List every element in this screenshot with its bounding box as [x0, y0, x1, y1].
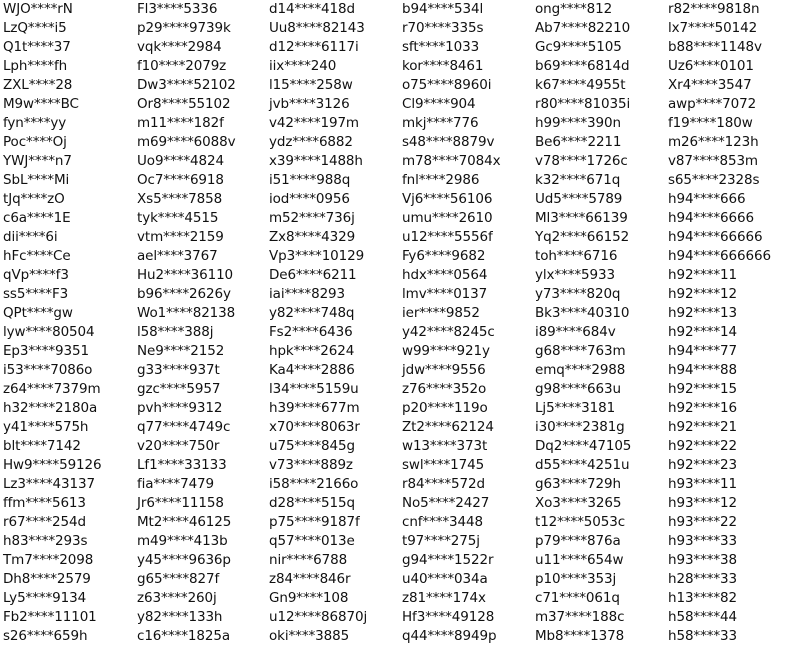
masked-account-code: Gn9****108 — [269, 590, 349, 606]
masked-account-code: h94****77 — [668, 343, 738, 359]
masked-account-code: Mb8****1378 — [535, 628, 625, 644]
masked-account-code: Uu8****82143 — [269, 20, 365, 36]
masked-account-code: h92****15 — [668, 381, 738, 397]
masked-account-code: h92****12 — [668, 286, 738, 302]
masked-account-code: m49****413b — [137, 533, 228, 549]
masked-account-code: r80****81035i — [535, 96, 631, 112]
masked-account-code: h93****38 — [668, 552, 738, 568]
masked-account-code: ss5****F3 — [3, 286, 69, 302]
masked-account-code: dii****6i — [3, 229, 58, 245]
masked-account-code: Hw9****59126 — [3, 457, 102, 473]
masked-account-code: Dq2****47105 — [535, 438, 632, 454]
masked-account-code: m78****7084x — [402, 153, 501, 169]
masked-account-code: Ab7****82210 — [535, 20, 631, 36]
masked-account-code: Ne9****2152 — [137, 343, 225, 359]
masked-account-code: h39****677m — [269, 400, 360, 416]
masked-account-code: ier****9852 — [402, 305, 480, 321]
masked-account-code: h92****13 — [668, 305, 738, 321]
masked-account-code: ffm****5613 — [3, 495, 86, 511]
masked-account-code: tyk****4515 — [137, 210, 219, 226]
masked-account-code: mkj****776 — [402, 115, 479, 131]
masked-account-code: i89****684v — [535, 324, 616, 340]
masked-account-code: Fl3****5336 — [137, 1, 218, 17]
masked-account-code: M9w****BC — [3, 96, 79, 112]
masked-account-code: ylx****5933 — [535, 267, 615, 283]
masked-account-code: Hu2****36110 — [137, 267, 234, 283]
masked-account-code: p20****119o — [402, 400, 488, 416]
masked-account-code: vqk****2984 — [137, 39, 222, 55]
masked-account-code: h92****23 — [668, 457, 738, 473]
masked-account-code: c16****1825a — [137, 628, 231, 644]
masked-account-code: kor****8461 — [402, 58, 484, 74]
masked-account-code: v20****750r — [137, 438, 220, 454]
masked-account-code: Q1t****37 — [3, 39, 71, 55]
masked-account-code: Lz3****43137 — [3, 476, 95, 492]
masked-account-code: d28****515q — [269, 495, 355, 511]
masked-account-code: s48****8879v — [402, 134, 495, 150]
masked-account-code: Zx8****4329 — [269, 229, 356, 245]
masked-account-code: ZXL****28 — [3, 77, 73, 93]
masked-account-code: v42****197m — [269, 115, 359, 131]
masked-account-code: q44****8949p — [402, 628, 497, 644]
masked-account-code: u40****034a — [402, 571, 488, 587]
masked-account-code: hdx****0564 — [402, 267, 488, 283]
masked-account-code: b88****1148v — [668, 39, 762, 55]
masked-account-code: No5****2427 — [402, 495, 490, 511]
masked-account-code: Dh8****2579 — [3, 571, 91, 587]
masked-account-code: Fy6****9682 — [402, 248, 486, 264]
masked-account-code: d12****6117i — [269, 39, 359, 55]
masked-account-code: h92****21 — [668, 419, 738, 435]
masked-account-code: h28****33 — [668, 571, 738, 587]
masked-account-code: fnl****2986 — [402, 172, 480, 188]
masked-account-code: f19****180w — [668, 115, 753, 131]
masked-account-code: h58****33 — [668, 628, 738, 644]
masked-account-code: h94****6666 — [668, 210, 754, 226]
masked-account-code: Be6****2211 — [535, 134, 622, 150]
masked-account-code: h94****88 — [668, 362, 738, 378]
masked-account-code: d14****418d — [269, 1, 355, 17]
masked-account-code: x70****8063r — [269, 419, 360, 435]
masked-account-code: g94****1522r — [402, 552, 494, 568]
masked-account-code: iai****8293 — [269, 286, 346, 302]
masked-account-code: s65****2328s — [668, 172, 760, 188]
masked-account-code: Jr6****11158 — [137, 495, 224, 511]
masked-account-code: u75****845g — [269, 438, 355, 454]
masked-account-code: h94****666666 — [668, 248, 771, 264]
masked-account-code: t12****5053c — [535, 514, 626, 530]
masked-account-code: m26****123h — [668, 134, 759, 150]
masked-account-code: vtm****2159 — [137, 229, 224, 245]
masked-account-code: y41****575h — [3, 419, 89, 435]
masked-account-code: o75****8960i — [402, 77, 492, 93]
masked-account-code: f10****2079z — [137, 58, 227, 74]
masked-account-code: b96****2626y — [137, 286, 231, 302]
masked-account-code: g98****663u — [535, 381, 621, 397]
masked-account-code: sft****1033 — [402, 39, 480, 55]
masked-account-code: hFc****Ce — [3, 248, 71, 264]
masked-account-code: Fb2****11101 — [3, 609, 97, 625]
masked-account-code: SbL****Mi — [3, 172, 70, 188]
masked-account-code: Ud5****5789 — [535, 191, 623, 207]
masked-account-code: toh****6716 — [535, 248, 618, 264]
masked-account-code: Gc9****5105 — [535, 39, 622, 55]
masked-account-code: y82****748q — [269, 305, 355, 321]
masked-account-code: fyn****yy — [3, 115, 67, 131]
masked-account-code: Lf1****33133 — [137, 457, 227, 473]
masked-account-code: Vj6****56106 — [402, 191, 493, 207]
masked-account-code: Xs5****7858 — [137, 191, 223, 207]
masked-account-code: c71****061q — [535, 590, 620, 606]
masked-account-code: y42****8245c — [402, 324, 495, 340]
masked-account-code: g63****729h — [535, 476, 621, 492]
masked-account-code: m37****188c — [535, 609, 625, 625]
masked-account-code: swl****1745 — [402, 457, 485, 473]
masked-account-code: p79****876a — [535, 533, 621, 549]
masked-account-code: jdw****9556 — [402, 362, 486, 378]
masked-account-code: h93****11 — [668, 476, 738, 492]
masked-account-code: Bk3****40310 — [535, 305, 630, 321]
masked-account-code: ong****812 — [535, 1, 613, 17]
masked-account-code: tJq****zO — [3, 191, 65, 207]
masked-account-code: q77****4749c — [137, 419, 231, 435]
masked-account-code: LzQ****i5 — [3, 20, 67, 36]
masked-account-code: u12****86870j — [269, 609, 368, 625]
masked-account-code: h92****11 — [668, 267, 738, 283]
masked-account-code: p75****9187f — [269, 514, 360, 530]
masked-account-code: WJO****rN — [3, 1, 73, 17]
masked-account-code: w13****373t — [402, 438, 488, 454]
masked-account-code: Fs2****6436 — [269, 324, 353, 340]
masked-account-code: q57****013e — [269, 533, 355, 549]
masked-account-code: h92****16 — [668, 400, 738, 416]
masked-account-code: h94****666 — [668, 191, 746, 207]
masked-account-code: w99****921y — [402, 343, 490, 359]
masked-account-code: i30****2381g — [535, 419, 625, 435]
masked-account-code: oki****3885 — [269, 628, 350, 644]
masked-account-code: u11****654w — [535, 552, 624, 568]
masked-account-code: iod****0956 — [269, 191, 350, 207]
masked-account-code: qVp****f3 — [3, 267, 69, 283]
masked-account-code: pvh****9312 — [137, 400, 223, 416]
masked-account-code: h13****82 — [668, 590, 738, 606]
masked-account-code: Tm7****2098 — [3, 552, 94, 568]
masked-account-code: v78****1726c — [535, 153, 628, 169]
masked-account-code: y73****820q — [535, 286, 621, 302]
masked-account-code: z64****7379m — [3, 381, 101, 397]
masked-account-code: h93****22 — [668, 514, 738, 530]
masked-account-code: i51****988q — [269, 172, 351, 188]
masked-account-code: b69****6814d — [535, 58, 630, 74]
masked-account-code: Wo1****82138 — [137, 305, 236, 321]
masked-account-code: Xo3****3265 — [535, 495, 622, 511]
masked-account-code: g65****827f — [137, 571, 220, 587]
masked-account-code: Xr4****3547 — [668, 77, 752, 93]
masked-account-code: k32****671q — [535, 172, 621, 188]
masked-account-code: r70****335s — [402, 20, 484, 36]
masked-account-code: ydz****6882 — [269, 134, 353, 150]
masked-account-code: h92****14 — [668, 324, 738, 340]
masked-account-code: r84****572d — [402, 476, 485, 492]
masked-account-code: v73****889z — [269, 457, 353, 473]
masked-account-code: h83****293s — [3, 533, 88, 549]
masked-account-code: Mt2****46125 — [137, 514, 232, 530]
masked-account-code: b94****534l — [402, 1, 484, 17]
masked-account-code: t97****275j — [402, 533, 480, 549]
masked-account-code: p10****353j — [535, 571, 617, 587]
masked-account-code: x39****1488h — [269, 153, 363, 169]
masked-account-code: m11****182f — [137, 115, 224, 131]
masked-account-code: nir****6788 — [269, 552, 348, 568]
masked-account-code: umu****2610 — [402, 210, 493, 226]
masked-account-code: awp****7072 — [668, 96, 757, 112]
masked-account-code: m69****6088v — [137, 134, 236, 150]
masked-account-code: Uz6****0101 — [668, 58, 754, 74]
masked-account-code: z84****846r — [269, 571, 351, 587]
masked-account-code: h99****390n — [535, 115, 621, 131]
masked-account-code: Lj5****3181 — [535, 400, 616, 416]
masked-account-code: Ka4****2886 — [269, 362, 355, 378]
masked-account-code: gzc****5957 — [137, 381, 221, 397]
masked-account-code: z76****352o — [402, 381, 487, 397]
masked-account-code: c6a****1E — [3, 210, 71, 226]
masked-account-code: z81****174x — [402, 590, 486, 606]
masked-account-code: cnf****3448 — [402, 514, 483, 530]
masked-account-code: v87****853m — [668, 153, 758, 169]
masked-account-code: h93****12 — [668, 495, 738, 511]
masked-account-code: blt****7142 — [3, 438, 81, 454]
masked-account-code: l58****388j — [137, 324, 214, 340]
masked-account-code: Cl9****904 — [402, 96, 476, 112]
masked-account-code: Ml3****66139 — [535, 210, 628, 226]
masked-account-code: d55****4251u — [535, 457, 630, 473]
masked-account-code: Hf3****49128 — [402, 609, 495, 625]
masked-account-code: y82****133h — [137, 609, 223, 625]
masked-account-code: m52****736j — [269, 210, 355, 226]
masked-account-code: h94****66666 — [668, 229, 763, 245]
masked-account-code: lyw****80504 — [3, 324, 95, 340]
masked-account-code: h93****33 — [668, 533, 738, 549]
masked-account-code: h58****44 — [668, 609, 738, 625]
masked-account-code: l15****258w — [269, 77, 353, 93]
masked-account-code: h32****2180a — [3, 400, 98, 416]
masked-account-code: Lph****fh — [3, 58, 68, 74]
masked-account-code: i58****2166o — [269, 476, 359, 492]
masked-account-code: jvb****3126 — [269, 96, 350, 112]
masked-account-code: g68****763m — [535, 343, 626, 359]
masked-account-code: ael****3767 — [137, 248, 218, 264]
masked-account-code: Or8****55102 — [137, 96, 231, 112]
masked-account-code: g33****937t — [137, 362, 220, 378]
masked-account-code: l34****5159u — [269, 381, 359, 397]
masked-account-code: r82****9818n — [668, 1, 760, 17]
masked-account-code: Poc****Oj — [3, 134, 67, 150]
masked-account-code: Oc7****6918 — [137, 172, 224, 188]
masked-account-code: Ep3****9351 — [3, 343, 89, 359]
masked-account-code: YWJ****n7 — [3, 153, 72, 169]
masked-account-code: p29****9739k — [137, 20, 231, 36]
masked-account-code: fia****7479 — [137, 476, 215, 492]
masked-account-code: QPt****gw — [3, 305, 73, 321]
masked-account-code: lx7****50142 — [668, 20, 758, 36]
masked-account-code: s26****659h — [3, 628, 88, 644]
masked-account-code: emq****2988 — [535, 362, 626, 378]
masked-account-code: iix****240 — [269, 58, 337, 74]
masked-account-code: Ly5****9134 — [3, 590, 87, 606]
masked-account-code: r67****254d — [3, 514, 86, 530]
masked-account-code: lmv****0137 — [402, 286, 488, 302]
masked-account-code: Uo9****4824 — [137, 153, 224, 169]
masked-account-code: i53****7086o — [3, 362, 93, 378]
masked-account-code: Zt2****62124 — [402, 419, 494, 435]
masked-account-code: u12****5556f — [402, 229, 493, 245]
masked-account-code: h92****22 — [668, 438, 738, 454]
masked-account-code: De6****6211 — [269, 267, 357, 283]
masked-account-code: z63****260j — [137, 590, 217, 606]
masked-account-code: hpk****2624 — [269, 343, 355, 359]
masked-account-code: Vp3****10129 — [269, 248, 365, 264]
masked-account-code: Yq2****66152 — [535, 229, 630, 245]
masked-account-code: y45****9636p — [137, 552, 231, 568]
masked-account-code: Dw3****52102 — [137, 77, 236, 93]
masked-account-code: k67****4955t — [535, 77, 626, 93]
